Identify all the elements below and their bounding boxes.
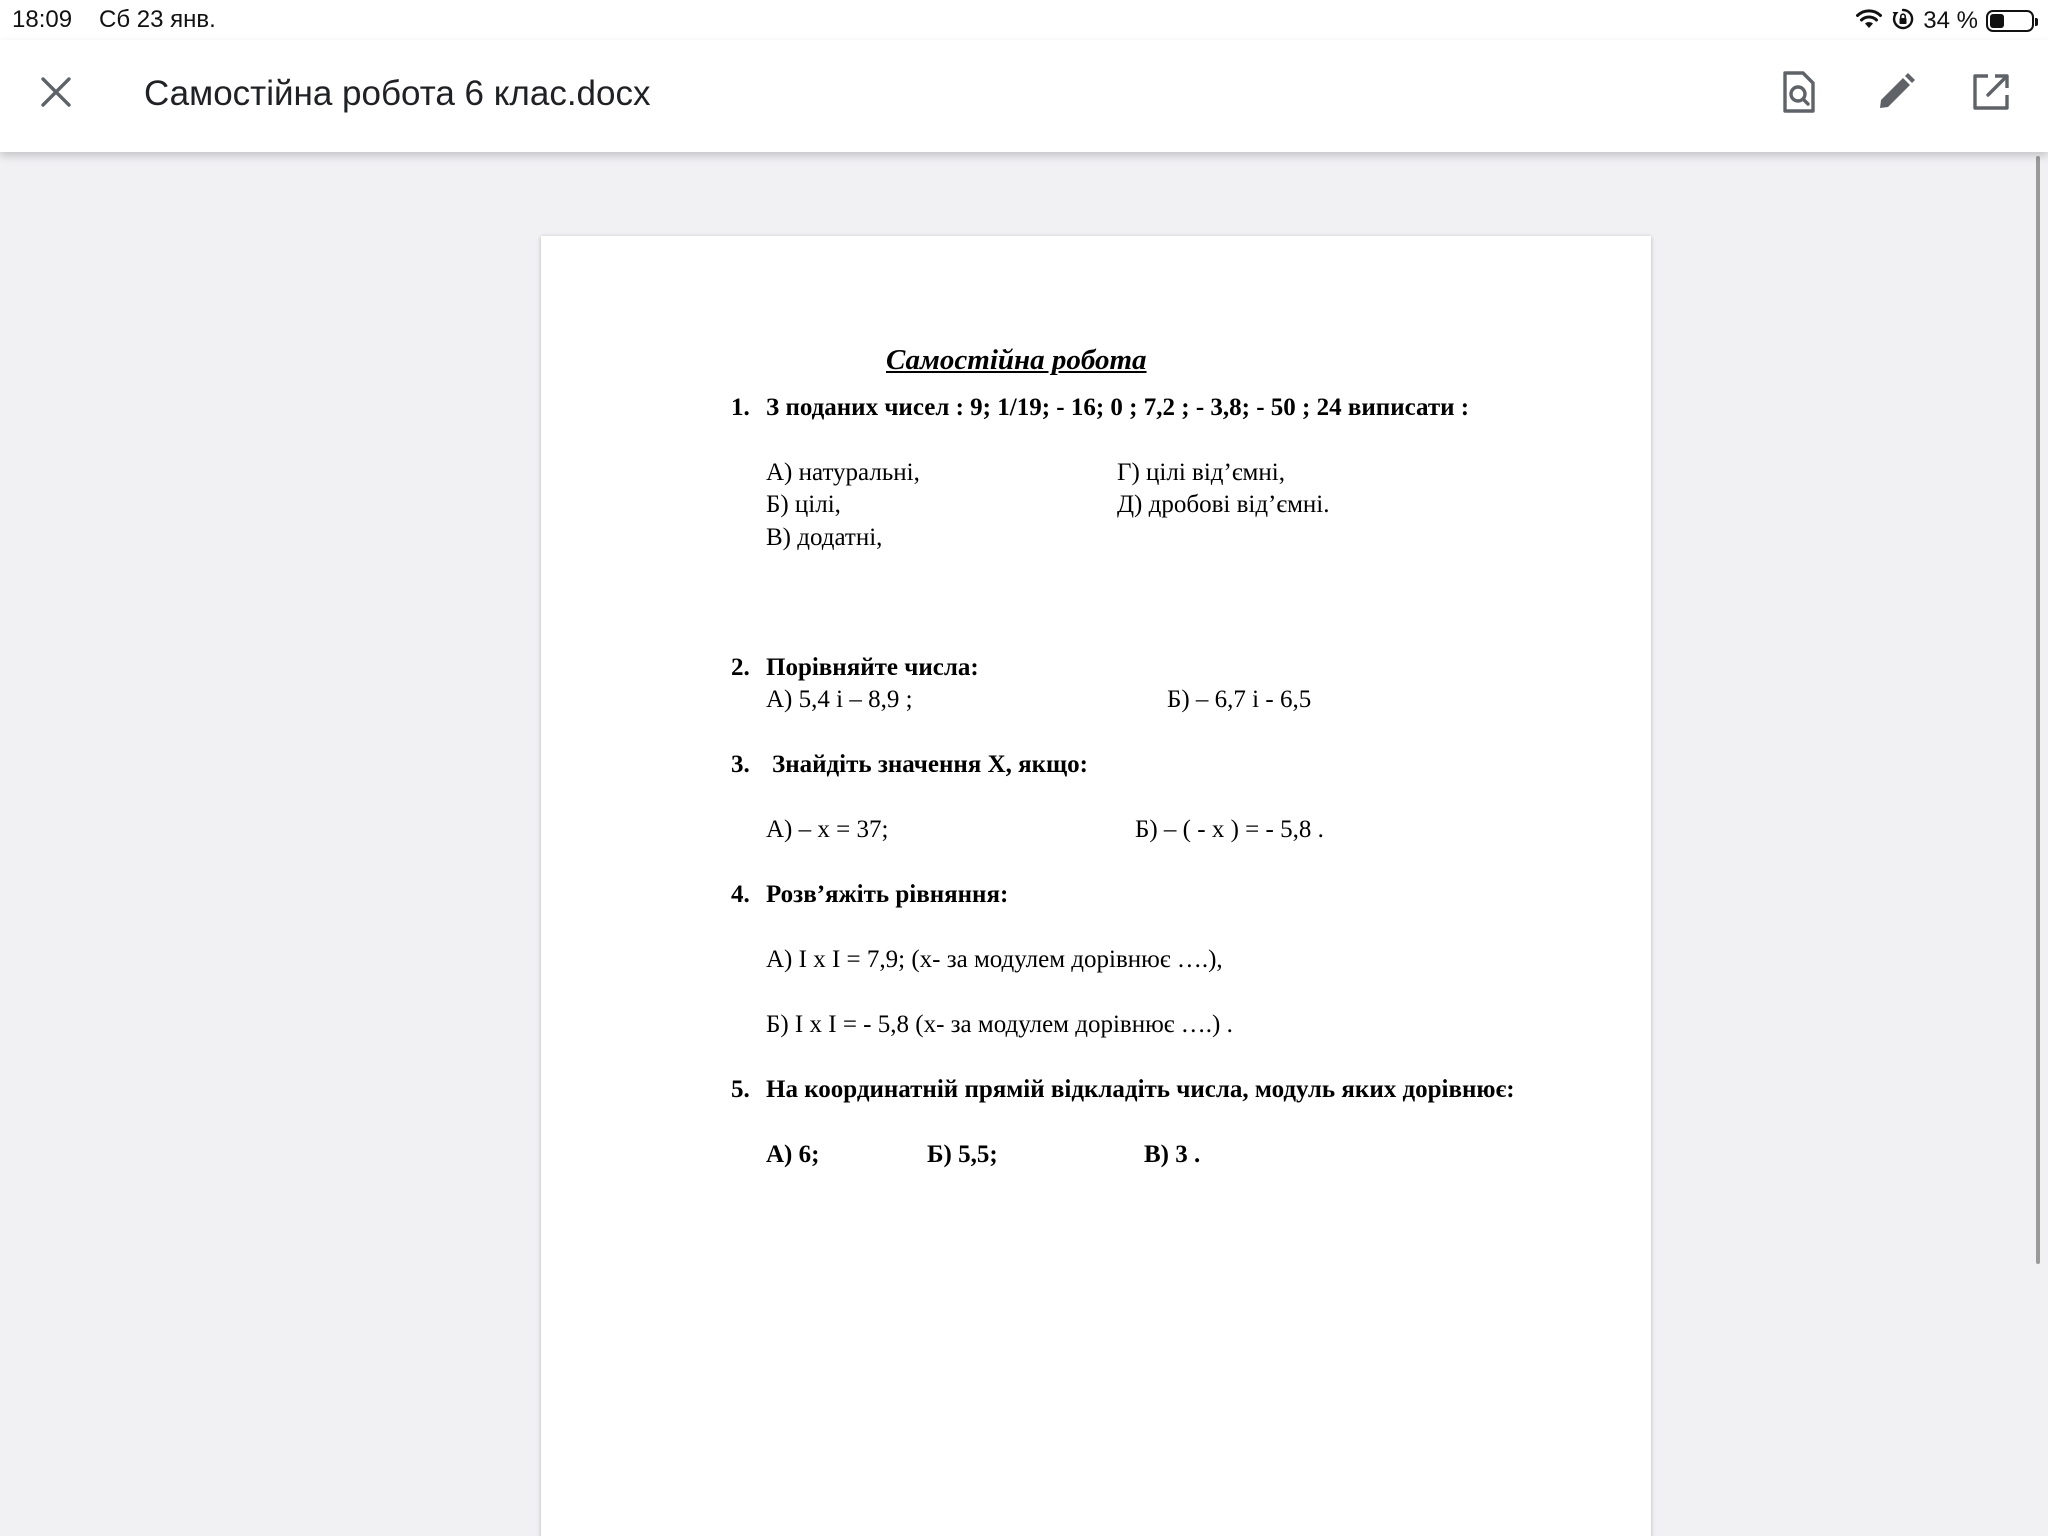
edit-pencil-icon <box>1876 72 1916 117</box>
question-5-text: На координатній прямій відкладіть числа, модуль яких дорівнює: <box>766 1076 1515 1103</box>
question-1-text: З поданих чисел : 9; 1/19; - 16; 0 ; 7,2 ; - 3,8; - 50 ; 24 виписати : <box>766 394 1470 421</box>
question-1-option-g: Г) цілі від’ємні, <box>1117 459 1285 486</box>
vertical-scrollbar[interactable] <box>2036 156 2040 1264</box>
question-3-part-b: Б) – ( - х ) = - 5,8 . <box>1135 816 1324 843</box>
question-1-number: 1. <box>731 394 750 421</box>
document-title: Самостійна робота 6 клас.docx <box>144 74 651 113</box>
status-bar <box>0 0 2048 40</box>
battery-icon <box>1986 10 2034 32</box>
question-2-text: Порівняйте числа: <box>766 654 979 681</box>
status-indicators <box>1855 4 2034 38</box>
question-5-part-b: Б) 5,5; <box>927 1141 998 1168</box>
question-5-part-v: В) 3 . <box>1144 1141 1201 1168</box>
battery-percentage: 34 % <box>1923 7 1978 34</box>
wifi-icon <box>1855 8 1883 35</box>
question-2-number: 2. <box>731 654 750 681</box>
battery-level-fill <box>1990 14 2004 28</box>
status-time: 18:09 <box>12 6 73 33</box>
question-4-number: 4. <box>731 881 750 908</box>
question-2-part-a: А) 5,4 і – 8,9 ; <box>766 686 913 713</box>
question-1-option-v: В) додатні, <box>766 524 883 551</box>
document-heading: Самостійна робота <box>886 344 1147 376</box>
question-5-part-a: А) 6; <box>766 1141 820 1168</box>
find-in-document-button[interactable] <box>1771 66 1827 122</box>
question-1-option-a: А) натуральні, <box>766 459 920 486</box>
question-3-number: 3. <box>731 751 750 778</box>
question-2-part-b: Б) – 6,7 і - 6,5 <box>1167 686 1312 713</box>
question-4-part-b: Б) І х І = - 5,8 (х- за модулем дорівнює ….) . <box>766 1011 1233 1038</box>
status-date: Сб 23 янв. <box>99 6 216 33</box>
viewer-toolbar <box>0 40 2048 152</box>
close-button[interactable] <box>28 66 84 122</box>
question-1-option-d: Д) дробові від’ємні. <box>1117 491 1330 518</box>
open-external-icon <box>1971 72 2011 117</box>
close-icon <box>39 75 73 114</box>
open-external-button[interactable] <box>1963 66 2019 122</box>
find-in-document-icon <box>1781 71 1817 118</box>
question-4-text: Розв’яжіть рівняння: <box>766 881 1009 908</box>
question-1-option-b: Б) цілі, <box>766 491 841 518</box>
document-page <box>541 236 1651 1536</box>
question-5-number: 5. <box>731 1076 750 1103</box>
edit-button[interactable] <box>1868 66 1924 122</box>
question-3-text: Знайдіть значення Х, якщо: <box>772 751 1088 778</box>
question-3-part-a: А) – х = 37; <box>766 816 889 843</box>
orientation-lock-icon <box>1891 7 1915 36</box>
question-4-part-a: А) І х І = 7,9; (х- за модулем дорівнює ….), <box>766 946 1223 973</box>
document-viewer[interactable] <box>0 152 2048 1536</box>
